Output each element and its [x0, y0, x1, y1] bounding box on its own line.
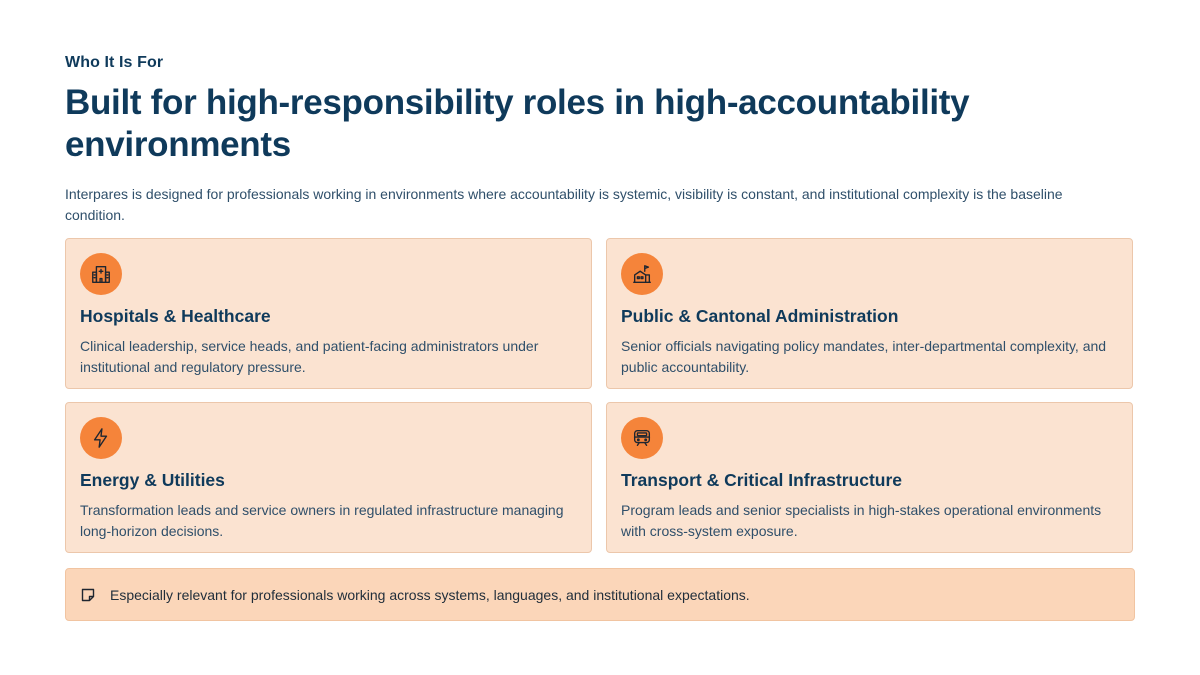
card-transport-infrastructure — [606, 402, 1133, 553]
card-description: Transformation leads and service owners in regulated infrastructure managing long-horizon decisions. — [80, 502, 564, 539]
card-description: Program leads and senior specialists in high-stakes operational environments with cross-system exposure. — [621, 502, 1102, 539]
card-title: Public & Cantonal Administration — [621, 306, 899, 326]
section-eyebrow: Who It Is For — [65, 54, 164, 71]
card-energy-utilities — [65, 402, 592, 553]
lightning-icon — [80, 417, 122, 459]
hospital-icon — [80, 253, 122, 295]
card-title: Transport & Critical Infrastructure — [621, 470, 903, 490]
train-icon — [621, 417, 663, 459]
card-hospitals-healthcare — [65, 238, 592, 389]
card-public-administration — [606, 238, 1133, 389]
section-title: Built for high-responsibility roles in high-accountability environments — [65, 83, 970, 164]
sticky-note-icon — [80, 587, 96, 603]
card-description: Senior officials navigating policy mandates, inter-departmental complexity, and public accountability. — [621, 338, 1107, 375]
relevance-note — [65, 568, 1135, 621]
card-description: Clinical leadership, service heads, and patient-facing administrators under institutional and regulatory pressure. — [80, 338, 539, 375]
card-title: Energy & Utilities — [80, 470, 225, 490]
card-title: Hospitals & Healthcare — [80, 306, 271, 326]
section-intro: Interpares is designed for professionals working in environments where accountability is systemic, visibility is constant, and institutional complexity is the baseline condition. — [65, 186, 1063, 223]
government-building-icon — [621, 253, 663, 295]
note-text: Especially relevant for professionals working across systems, languages, and institutional expectations. — [110, 587, 750, 603]
